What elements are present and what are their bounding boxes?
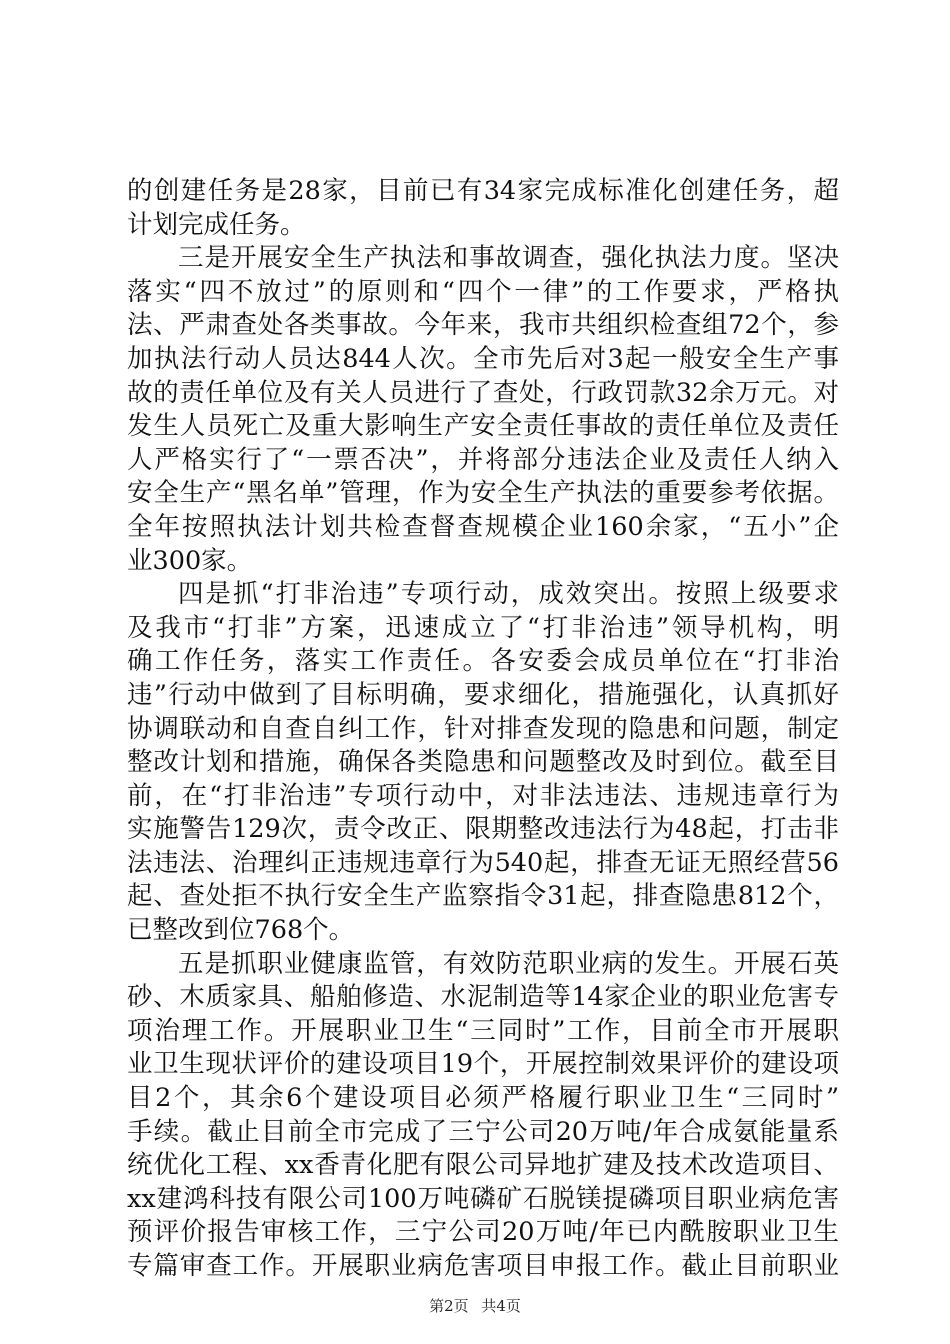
text-line: 项治理工作。开展职业卫生“三同时”工作，目前全市开展职	[127, 1015, 839, 1046]
text-line: 业卫生现状评价的建设项目19个，开展控制效果评价的建设项	[127, 1049, 839, 1080]
text-line: 安全生产“黑名单”管理，作为安全生产执法的重要参考依据。	[127, 478, 839, 509]
text-line: 已整改到位768个。	[127, 915, 355, 946]
text-line: 统优化工程、xx香青化肥有限公司异地扩建及技术改造项目、	[127, 1150, 839, 1181]
text-line: 人严格实行了“一票否决”，并将部分违法企业及责任人纳入	[127, 444, 839, 475]
text-line: 发生人员死亡及重大影响生产安全责任事故的责任单位及责任	[127, 411, 839, 442]
text-line: 全年按照执法计划共检查督查规模企业160余家，“五小”企	[127, 511, 839, 542]
text-line: 前，在“打非治违”专项行动中，对非法违法、违规违章行为	[127, 780, 839, 811]
paragraph	[127, 175, 839, 242]
document-body	[127, 175, 839, 1284]
text-line: 计划完成任务。	[127, 209, 306, 240]
text-line: 起、查处拒不执行安全生产监察指令31起，排查隐患812个，	[127, 881, 839, 912]
page-number-footer: 第2页 共4页	[429, 1297, 521, 1315]
text-line: 的创建任务是28家，目前已有34家完成标准化创建任务，超	[127, 176, 839, 206]
text-line: 实施警告129次，责令改正、限期整改违法行为48起，打击非	[127, 814, 839, 845]
text-line: 五是抓职业健康监管，有效防范职业病的发生。开展石英	[178, 948, 839, 979]
text-line: 三是开展安全生产执法和事故调查，强化执法力度。坚决	[178, 243, 839, 274]
text-line: 加执法行动人员达844人次。全市先后对3起一般安全生产事	[127, 343, 839, 374]
text-line: 落实“四不放过”的原则和“四个一律”的工作要求，严格执	[127, 276, 839, 307]
text-line: 法违法、治理纠正违规违章行为540起，排查无证无照经营56	[127, 847, 839, 878]
paragraph	[127, 948, 839, 1284]
paragraph	[127, 578, 839, 948]
text-line: 故的责任单位及有关人员进行了查处，行政罚款32余万元。对	[127, 377, 839, 408]
text-line: 确工作任务，落实工作责任。各安委会成员单位在“打非治	[127, 646, 839, 677]
paragraph	[127, 242, 839, 578]
text-line: 砂、木质家具、船舶修造、水泥制造等14家企业的职业危害专	[127, 982, 839, 1013]
text-line: 整改计划和措施，确保各类隐患和问题整改及时到位。截至目	[127, 747, 839, 778]
text-line: 目2个，其余6个建设项目必须严格履行职业卫生“三同时”	[127, 1083, 839, 1114]
text-line: 四是抓“打非治违”专项行动，成效突出。按照上级要求	[178, 579, 839, 610]
text-line: 业300家。	[127, 545, 253, 576]
text-line: 预评价报告审核工作，三宁公司20万吨/年已内酰胺职业卫生	[127, 1217, 839, 1248]
text-line: xx建鸿科技有限公司100万吨磷矿石脱镁提磷项目职业病危害	[127, 1183, 839, 1214]
text-line: 协调联动和自查自纠工作，针对排查发现的隐患和问题，制定	[127, 713, 839, 744]
text-line: 专篇审查工作。开展职业病危害项目申报工作。截止目前职业	[127, 1251, 839, 1281]
text-line: 手续。截止目前全市完成了三宁公司20万吨/年合成氨能量系	[127, 1116, 839, 1147]
text-line: 法、严肃查处各类事故。今年来，我市共组织检查组72个，参	[127, 310, 839, 341]
text-line: 及我市“打非”方案，迅速成立了“打非治违”领导机构，明	[127, 612, 839, 643]
text-line: 违”行动中做到了目标明确，要求细化，措施强化，认真抓好	[127, 679, 839, 710]
